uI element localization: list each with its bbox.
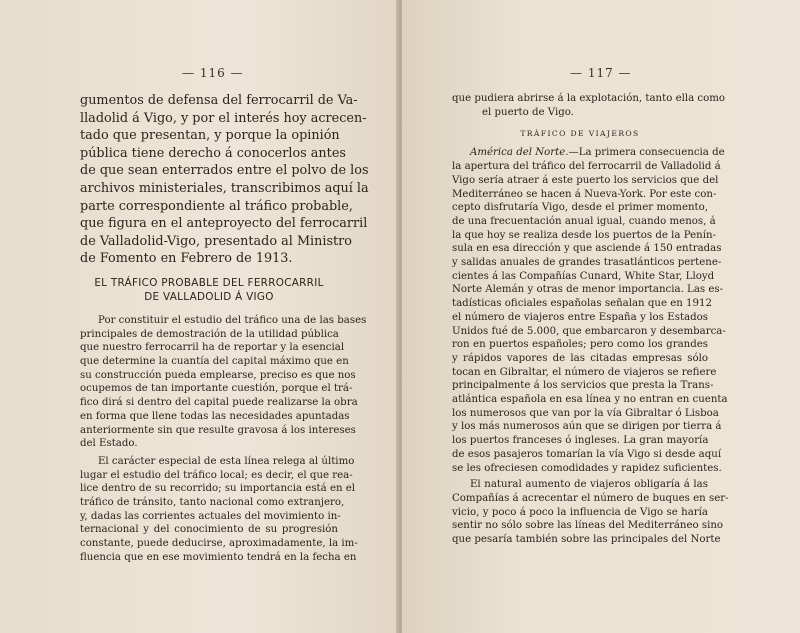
text-line: Compañías á acrecentar el número de buques en ser-: [452, 492, 729, 504]
text-line: que pudiera abrirse á la explotación, tanto ella como: [452, 93, 726, 104]
text-line: lice dentro de su recorrido; su importancia está en el: [80, 483, 356, 495]
left-page-body: [80, 92, 369, 565]
text-line: fluencia que en ese movimiento tendrá en la fecha en: [80, 551, 357, 563]
text-line: que nuestro ferrocarril ha de reportar y la esencial: [80, 342, 345, 354]
text-line: El natural aumento de viajeros obligaría á las: [470, 479, 708, 491]
text-line: y rápidos vapores de las citadas empresas sólo: [452, 352, 708, 364]
page-number-right: — 117 —: [570, 66, 632, 80]
heading-line: EL TRÁFICO PROBABLE DEL FERROCARRIL: [94, 276, 324, 289]
text-line: de una frecuentación anual igual, cuando menos, á: [452, 215, 716, 227]
text-line: lladolid á Vigo, y por el interés hoy acrecen-: [80, 110, 367, 126]
text-line: y, dadas las corrientes actuales del movimiento in-: [80, 510, 341, 522]
text-line: que figura en el anteproyecto del ferrocarril: [80, 216, 368, 232]
right-page-body: [452, 92, 729, 547]
text-line: principalmente á los servicios que presta la Trans-: [452, 380, 714, 392]
text-line: lugar el estudio del tráfico local; es decir, el que rea-: [80, 469, 353, 481]
page-number-left: — 116 —: [182, 66, 244, 80]
text-line: tocan en Gibraltar, el número de viajeros se refiere: [452, 366, 717, 378]
text-line: el puerto de Vigo.: [482, 106, 574, 118]
text-line: de Fomento en Febrero de 1913.: [80, 251, 293, 267]
text-line: Norte Alemán y otras de menor importancia. Las es-: [452, 284, 724, 296]
text-line: su construcción pueda emplearse, preciso es que nos: [80, 369, 356, 381]
text-line: y los más numerosos aún que se dirigen por tierra á: [452, 421, 722, 433]
text-line: de Valladolid-Vigo, presentado al Ministro: [80, 233, 353, 249]
text-line: de que sean enterrados entre el polvo de los: [80, 163, 369, 179]
text-line: pública tiene derecho á conocerlos antes: [80, 145, 346, 161]
text-line: tráfico de tránsito, tanto nacional como extranjero,: [80, 497, 345, 509]
text-line: en forma que llene todas las necesidades apuntadas: [80, 410, 350, 422]
text-line: Por constituir el estudio del tráfico una de las bases: [98, 314, 367, 326]
text-line: Vigo sería atraer á este puerto los servicios que del: [452, 174, 719, 186]
text-line: sentir no sólo sobre las líneas del Mediterráneo sino: [452, 520, 724, 532]
text-line: la que hoy se realiza desde los puertos de la Penín-: [452, 229, 716, 241]
text-line: [452, 146, 725, 160]
text-line: Mediterráneo se hacen á Nueva-York. Por este con-: [452, 188, 717, 200]
text-line: anteriormente sin que resulte gravosa á los intereses: [80, 424, 356, 436]
text-line: tado que presentan, y porque la opinión: [80, 128, 340, 144]
body-paragraph: [80, 455, 358, 565]
text-line: archivos ministeriales, transcribimos aquí la: [80, 180, 369, 196]
text-line: ternacional y del conocimiento de su progresión: [80, 524, 338, 536]
text-line: tadísticas oficiales españolas señalan que en 1912: [452, 298, 712, 310]
text-line: los puertos franceses ó ingleses. La gran mayoría: [452, 435, 709, 447]
lead-in-italic: América del Norte: [470, 147, 566, 159]
text-line: atlántica española en esa línea y no entran en cuenta: [452, 394, 728, 406]
text-line: del Estado.: [80, 438, 138, 450]
text-line: vicio, y poco á poco la influencia de Vigo se haría: [452, 506, 708, 518]
body-paragraph: [80, 314, 367, 451]
text-line: constante, puede deducirse, aproximadamente, la im-: [80, 538, 358, 550]
body-paragraph: [452, 478, 729, 547]
text-line: el número de viajeros entre España y los Estados: [452, 311, 708, 323]
section-heading: [80, 276, 338, 305]
section-heading: TRÁFICO DE VIAJEROS: [520, 129, 640, 139]
text-line: fico dirá si dentro del capital puede realizarse la obra: [80, 397, 358, 409]
text-line: principales de demostración de la utilidad pública: [80, 328, 339, 340]
lead-in-rest: .—La primera consecuencia de: [565, 147, 725, 159]
body-paragraph: [452, 146, 728, 475]
text-line: la apertura del tráfico del ferrocarril de Valladolid á: [452, 161, 721, 173]
right-page: [402, 0, 800, 633]
text-line: cientes á las Compañías Cunard, White Star, Lloyd: [452, 270, 715, 282]
text-line: de esos pasajeros tomarían la vía Vigo si desde aquí: [452, 448, 722, 460]
text-line: Unidos fué de 5.000, que embarcaron y desembarca-: [452, 325, 726, 337]
text-line: se les ofreciesen comodidades y rapidez suficientes.: [452, 462, 722, 474]
intro-paragraph: [80, 92, 369, 268]
text-line: sula en esa dirección y que asciende á 150 entradas: [452, 243, 722, 255]
text-line: los numerosos que van por la vía Gibraltar ó Lisboa: [452, 407, 719, 419]
heading-line: DE VALLADOLID Á VIGO: [144, 291, 274, 304]
text-line: gumentos de defensa del ferrocarril de Va-: [80, 93, 358, 108]
text-line: ocupemos de tan importante cuestión, porque el trá-: [80, 383, 353, 395]
text-line: ron en puertos españoles; pero como los grandes: [452, 339, 708, 351]
carryover-text: [452, 92, 726, 119]
text-line: que pesaría también sobre las principales del Norte: [452, 534, 721, 546]
text-line: que determine la cuantía del capital máximo que en: [80, 356, 349, 368]
text-line: El carácter especial de esta línea relega al último: [98, 455, 355, 467]
text-line: parte correspondiente al tráfico probable,: [80, 198, 353, 214]
left-page: [0, 0, 398, 633]
text-line: y salidas anuales de grandes trasatlánticos pertene-: [452, 257, 722, 269]
text-line: cepto disfrutaría Vigo, desde el primer momento,: [452, 202, 708, 214]
